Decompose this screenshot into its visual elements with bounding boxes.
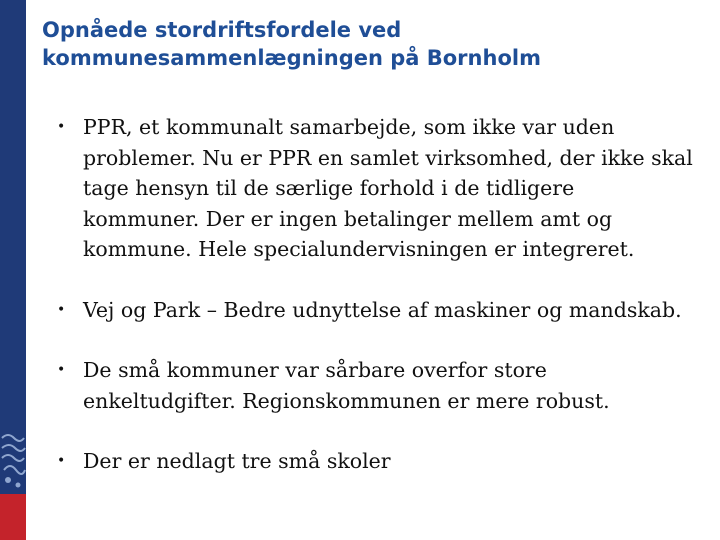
bullet-item	[56, 355, 696, 416]
coat-of-arms-emblem	[0, 430, 26, 500]
bullet-item	[56, 295, 696, 326]
left-decorative-bar	[0, 0, 26, 540]
bullet-text: PPR, et kommunalt samarbejde, som ikke var uden problemer. Nu er PPR en samlet virksomhed, der ikke skal tage hensyn til de særlige forhold i de tidligere kommuner. Der er ingen betalinger mellem amt og kommune. Hele specialundervisningen er integreret.	[83, 115, 693, 261]
bullet-dot-icon: •	[57, 362, 66, 378]
slide-title	[42, 16, 702, 72]
bullet-text: Vej og Park – Bedre udnyttelse af maskiner og mandskab.	[83, 297, 682, 322]
bullet-item	[56, 446, 696, 477]
bullet-dot-icon: •	[57, 301, 66, 318]
bullet-dot-icon: •	[57, 453, 66, 469]
bullet-list	[56, 112, 696, 507]
bullet-text: Der er nedlagt tre små skoler	[83, 449, 391, 473]
bullet-dot-icon: •	[57, 119, 66, 135]
slide-title-line-1: Opnåede stordriftsfordele ved	[42, 18, 402, 42]
red-accent-strip	[0, 494, 26, 540]
bullet-text: De små kommuner var sårbare overfor store enkeltudgifter. Regionskommunen er mere robust.	[83, 358, 610, 413]
bullet-item	[56, 112, 696, 265]
slide-title-line-2: kommunesammenlægningen på Bornholm	[42, 46, 541, 70]
